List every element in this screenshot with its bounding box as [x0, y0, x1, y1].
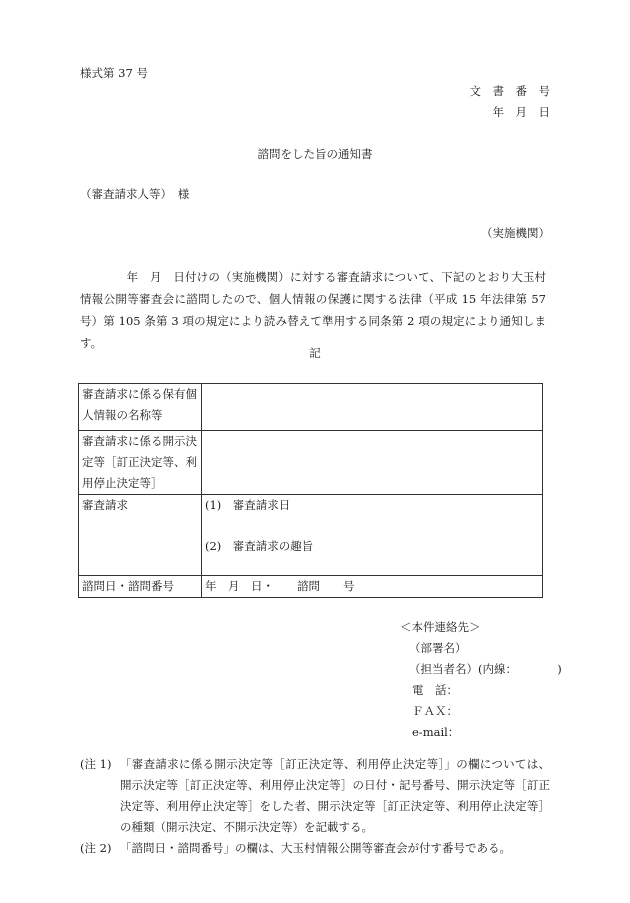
sender: （実施機関） — [481, 226, 550, 240]
note-item — [80, 754, 550, 838]
row-label: 審査請求 — [79, 495, 202, 576]
note-label: (注 2) — [80, 841, 112, 855]
table-row — [79, 495, 543, 576]
contact-department: （部署名） — [409, 641, 467, 655]
addressee: （審査請求人等） 様 — [80, 187, 190, 201]
row-content: 年 月 日・ 諮問 号 — [202, 576, 543, 598]
contact-block — [400, 617, 562, 743]
row-content — [202, 495, 543, 576]
row-label: 審査請求に係る保有個人情報の名称等 — [79, 384, 202, 431]
body-paragraph — [80, 266, 546, 354]
notes-section — [80, 754, 550, 859]
record-table — [78, 383, 543, 598]
table-row — [79, 384, 543, 431]
note-label: (注 1) — [80, 757, 112, 771]
note-item — [80, 838, 550, 859]
row-content — [202, 431, 543, 495]
row-label: 諮問日・諮問番号 — [79, 576, 202, 598]
date-label: 年 月 日 — [492, 105, 550, 119]
contact-heading: ＜本件連絡先＞ — [400, 620, 481, 634]
contact-person: （担当者名）(内線： ) — [409, 662, 562, 676]
row-content — [202, 384, 543, 431]
contact-phone: 電 話： — [412, 683, 458, 697]
request-purpose-item: (2) 審査請求の趣旨 — [205, 539, 314, 553]
note-text: 「諮問日・諮問番号」の欄は、大玉村情報公開等審査会が付す番号である。 — [120, 841, 511, 855]
contact-email: e-mail： — [412, 725, 460, 739]
contact-fax: ＦＡＸ： — [412, 704, 458, 718]
table-row — [79, 576, 543, 598]
body-text: 年 月 日付けの（実施機関）に対する審査請求について、下記のとおり大玉村情報公開等審査会に諮問したので、個人情報の保護に関する法律（平成 15 年法律第 57 号）第 105 条第 3 項の規定により読み替えて準用する同条第 2 項の規定により通知します。 — [80, 270, 546, 350]
document-number-label: 文 書 番 号 — [469, 84, 550, 98]
note-text: 「審査請求に係る開示決定等［訂正決定等、利用停止決定等］」の欄については、開示決定等［訂正決定等、利用停止決定等］の日付・記号番号、開示決定等［訂正決定等、利用停止決定等］をした者、開示決定等［訂正決定等、利用停止決定等］の種類（開示決定、不開示決定等）を記載する。 — [120, 757, 550, 834]
form-number: 様式第 37 号 — [80, 66, 148, 80]
page-title: 諮問をした旨の通知書 — [257, 147, 373, 161]
row-label: 審査請求に係る開示決定等［訂正決定等、利用停止決定等］ — [79, 431, 202, 495]
request-date-item: (1) 審査請求日 — [205, 498, 291, 512]
table-row — [79, 431, 543, 495]
ki-heading: 記 — [309, 346, 321, 360]
